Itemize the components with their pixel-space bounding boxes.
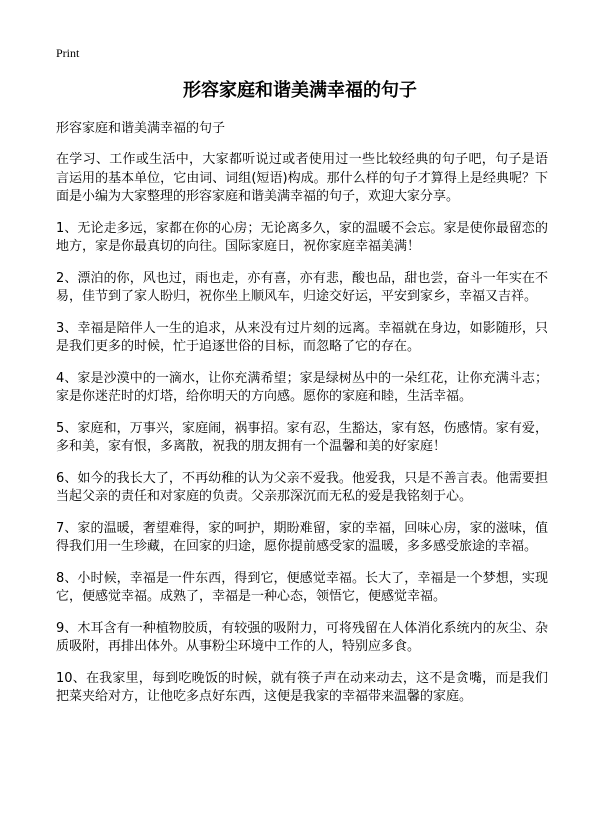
paragraph-1: 1、无论走多远，家都在你的心房；无论离多久，家的温暖不会忘。家是使你最留恋的地方，家是你最真切的向往。国际家庭日，祝你家庭幸福美满！: [56, 220, 548, 254]
paragraph-intro: 在学习、工作或生活中，大家都听说过或者使用过一些比较经典的句子吧，句子是语言运用的基本单位，它由词、词组(短语)构成。那什么样的句子才算得上是经典呢？下面是小编为大家整理的形容家庭和谐美满幸福的句子，欢迎大家分享。: [56, 152, 548, 204]
paragraph-6: 6、如今的我长大了，不再幼稚的认为父亲不爱我。他爱我，只是不善言表。他需要担当起父亲的责任和对家庭的负责。父亲那深沉而无私的爱是我铭刻于心。: [56, 470, 548, 504]
paragraph-10: 10、在我家里，每到吃晚饭的时候，就有筷子声在动来动去，这不是贪嘴，而是我们把菜夹给对方，让他吃多点好东西，这便是我家的幸福带来温馨的家庭。: [56, 670, 548, 704]
paragraph-3: 3、幸福是陪伴人一生的追求，从来没有过片刻的远离。幸福就在身边，如影随形，只是我们更多的时候，忙于追逐世俗的目标，而忽略了它的存在。: [56, 320, 548, 354]
paragraph-9: 9、木耳含有一种植物胶质，有较强的吸附力，可将残留在人体消化系统内的灰尘、杂质吸附，再排出体外。从事粉尘环境中工作的人，特别应多食。: [56, 620, 548, 654]
article-body: [56, 151, 548, 720]
paragraph-5: 5、家庭和，万事兴，家庭闹，祸事招。家有忍，生豁达，家有怒，伤感情。家有爱，多和美，家有恨，多离散，祝我的朋友拥有一个温馨和美的好家庭！: [56, 420, 548, 454]
page-title: 形容家庭和谐美满幸福的句子: [183, 80, 417, 101]
paragraph-2: 2、漂泊的你，风也过，雨也走，亦有喜，亦有悲，酸也品，甜也尝，奋斗一年实在不易，佳节到了家人盼归，祝你坐上顺风车，归途交好运，平安到家乡，幸福又吉祥。: [56, 270, 548, 304]
print-link[interactable]: Print: [56, 46, 80, 60]
paragraph-8: 8、小时候，幸福是一件东西，得到它，便感觉幸福。长大了，幸福是一个梦想，实现它，便感觉幸福。成熟了，幸福是一种心态，领悟它，便感觉幸福。: [56, 570, 548, 604]
article-subtitle: 形容家庭和谐美满幸福的句子: [56, 121, 226, 136]
paragraph-4: 4、家是沙漠中的一滴水，让你充满希望；家是绿树丛中的一朵红花，让你充满斗志；家是你迷茫时的灯塔，给你明天的方向感。愿你的家庭和睦，生活幸福。: [56, 370, 548, 404]
paragraph-7: 7、家的温暖，奢望难得，家的呵护，期盼难留，家的幸福，回味心房，家的滋味，值得我们用一生珍藏，在回家的归途，愿你提前感受家的温暖，多多感受旅途的幸福。: [56, 520, 548, 554]
